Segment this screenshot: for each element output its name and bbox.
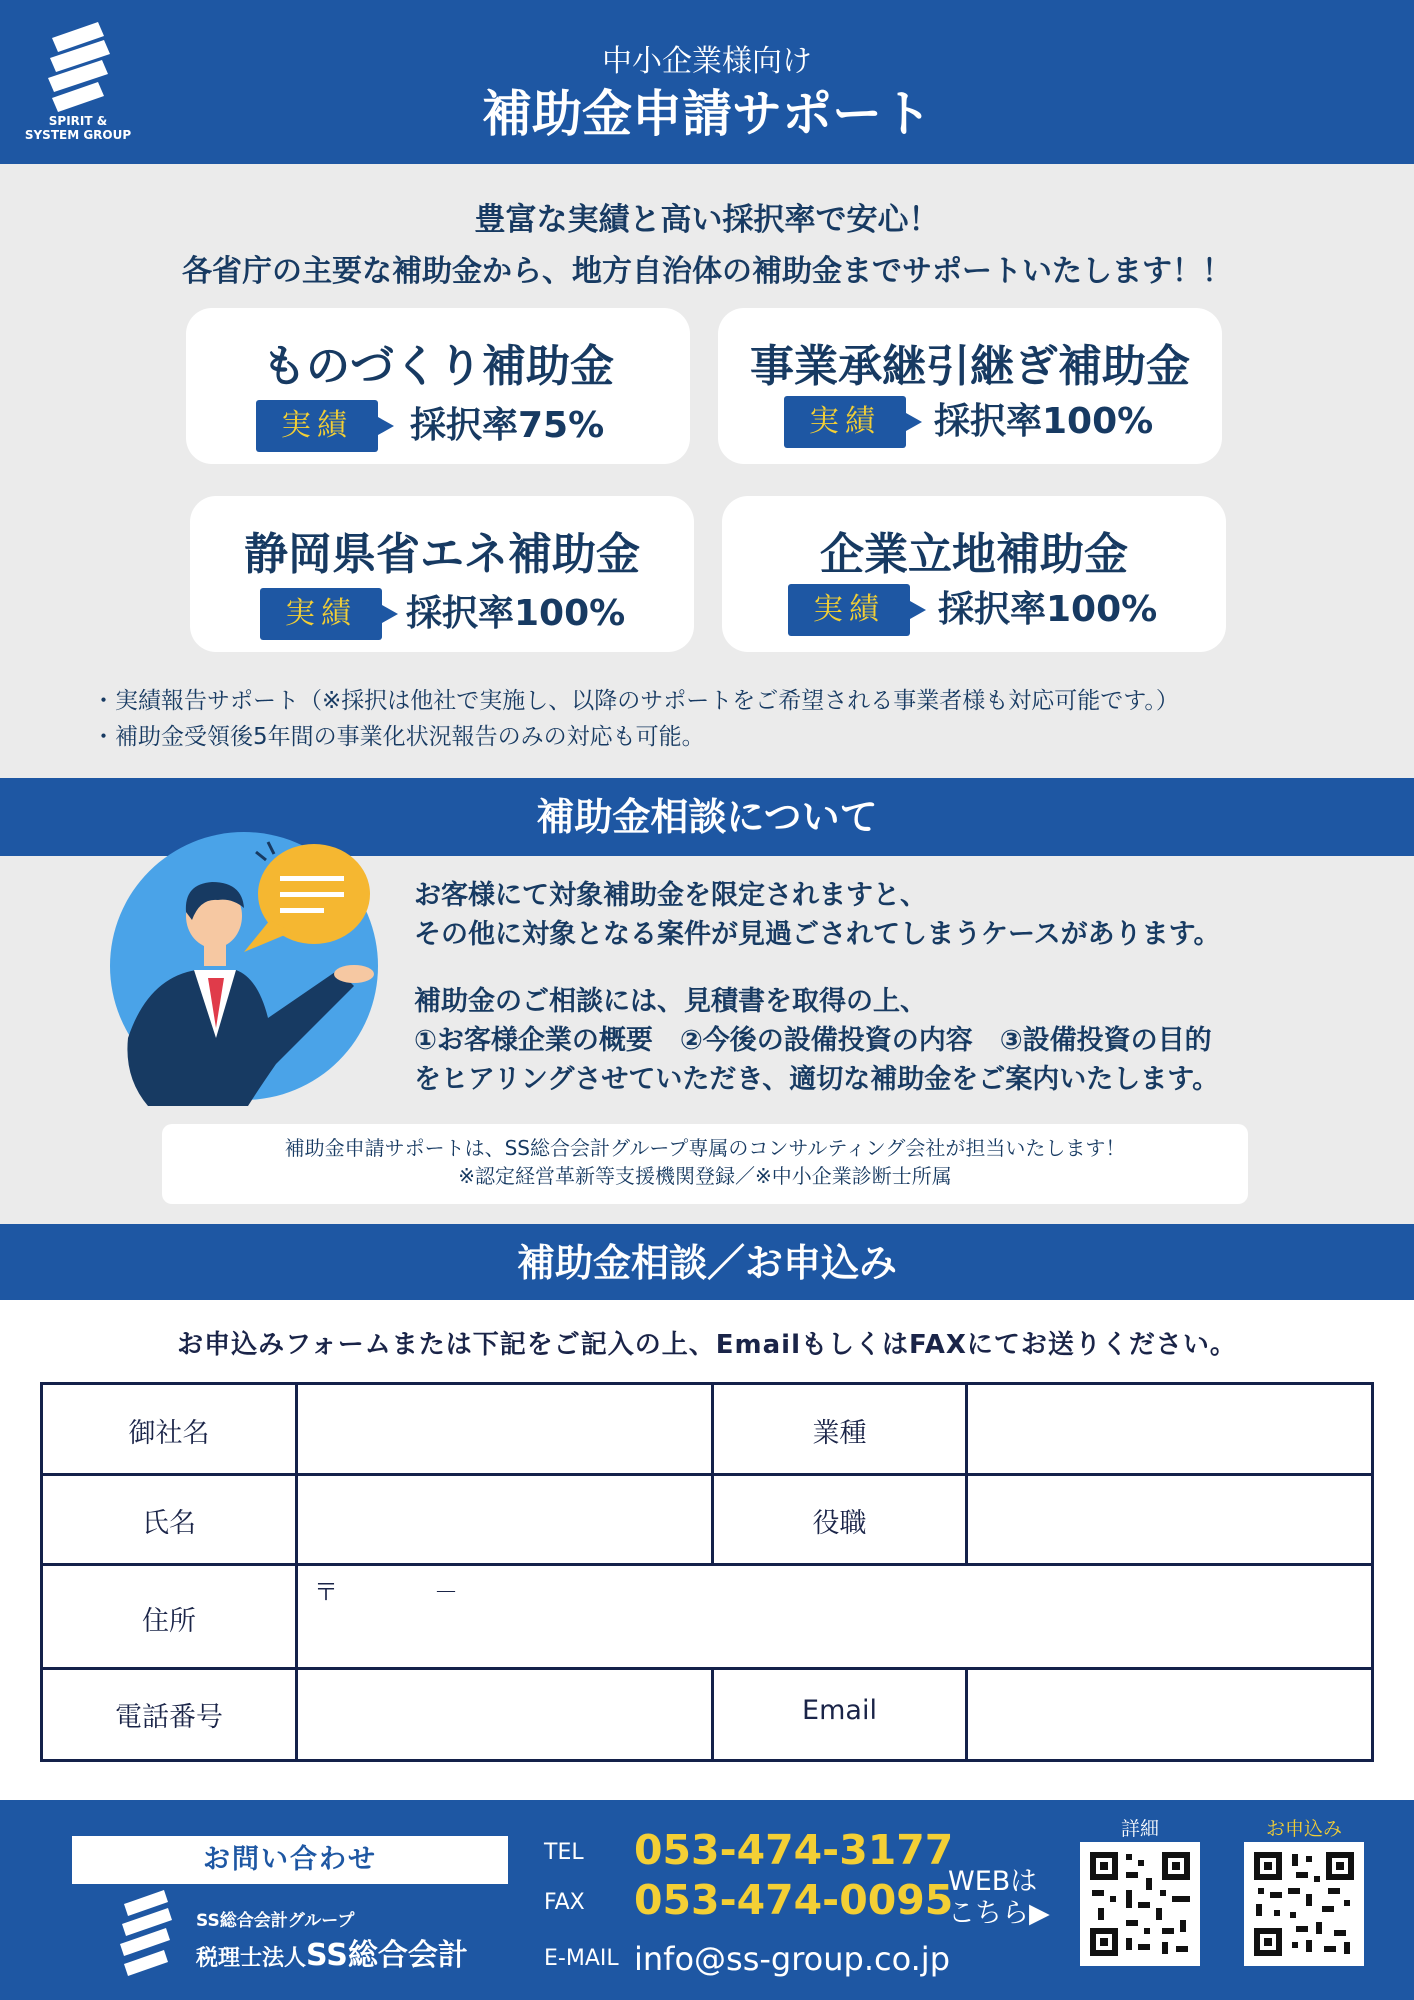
header [0, 0, 1414, 164]
email-address[interactable]: info@ss-group.co.jp [634, 1940, 950, 1978]
intro-line-1: 豊富な実績と高い採択率で安心！ [474, 202, 940, 238]
subsidy-card [722, 496, 1226, 652]
card-rate: 採択率100% [938, 589, 1158, 630]
web-line: こちら▶ [948, 1898, 1050, 1929]
postal-mark: 〒 － [314, 1578, 458, 1606]
paragraph-line: お客様にて対象補助金を限定されますと、 [414, 880, 927, 911]
firm-name-main: SS総合会計 [306, 1938, 468, 1973]
footer-logo-icon [110, 1890, 180, 1982]
email-field[interactable] [968, 1670, 1371, 1759]
industry-field[interactable] [968, 1385, 1371, 1473]
section-heading-consult: 補助金相談について [0, 778, 1414, 856]
consultant-icon [108, 828, 388, 1108]
card-title: 事業承継引継ぎ補助金 [750, 341, 1190, 392]
consult-paragraph-1 [414, 876, 1221, 954]
qr-code-apply[interactable] [1244, 1842, 1364, 1966]
company-field[interactable] [298, 1385, 711, 1473]
page-title: 補助金申請サポート [482, 85, 932, 143]
fax-number: 053-474-0095 [634, 1876, 954, 1924]
card-rate: 採択率100% [934, 401, 1154, 442]
web-line: WEBは [948, 1866, 1038, 1897]
group-name: SS総合会計グループ [196, 1911, 355, 1931]
consult-info-box [162, 1124, 1248, 1204]
paragraph-line: 補助金のご相談には、見積書を取得の上、 [414, 986, 927, 1017]
card-title: ものづくり補助金 [262, 341, 614, 392]
label-email: Email [802, 1695, 877, 1726]
badge-jisseki: 実績 [788, 584, 910, 636]
label-company: 御社名 [128, 1418, 210, 1449]
qr-apply-label: お申込み [1265, 1818, 1342, 1840]
paragraph-line: をヒアリングさせていただき、適切な補助金をご案内いたします。 [414, 1064, 1220, 1095]
qr-detail-label: 詳細 [1120, 1818, 1159, 1840]
paragraph-line: ①お客様企業の概要 ②今後の設備投資の内容 ③設備投資の目的 [414, 1025, 1212, 1056]
subsidy-card [186, 308, 690, 464]
footer [0, 1800, 1414, 2000]
paragraph-line: その他に対象となる案件が見過ごされてしまうケースがあります。 [414, 919, 1221, 950]
application-form-table [40, 1382, 1374, 1762]
firm-name [196, 1930, 468, 1974]
tel-number[interactable]: 053-474-3177 [634, 1826, 954, 1874]
phone-field[interactable] [298, 1670, 711, 1759]
card-title: 静岡県省エネ補助金 [244, 529, 640, 580]
qr-code-icon [1244, 1842, 1364, 1966]
firm-prefix: 税理士法人 [196, 1946, 307, 1971]
intro-line-2: 各省庁の主要な補助金から、地方自治体の補助金までサポートいたします！！ [182, 254, 1232, 289]
info-line: ※認定経営革新等支援機関登録／※中小企業診断士所属 [458, 1164, 952, 1188]
card-rate: 採択率75% [410, 405, 605, 446]
email-label: E-MAIL [544, 1946, 619, 1971]
section-heading-form: 補助金相談／お申込み [0, 1224, 1414, 1302]
tel-label: TEL [544, 1840, 584, 1865]
header-subtitle: 中小企業様向け [602, 44, 812, 79]
label-position: 役職 [812, 1508, 867, 1539]
label-industry: 業種 [812, 1418, 867, 1449]
label-name: 氏名 [142, 1508, 196, 1539]
fax-label: FAX [544, 1890, 585, 1915]
name-field[interactable] [298, 1476, 711, 1563]
badge-jisseki: 実績 [784, 396, 906, 448]
subsidy-card [718, 308, 1222, 464]
consultant-illustration [108, 828, 388, 1108]
form-instruction: お申込みフォームまたは下記をご記入の上、EmailもしくはFAXにてお送りください。 [177, 1330, 1237, 1360]
note-line: ・実績報告サポート（※採択は他社で実施し、以降のサポートをご希望される事業者様も対応可能です。） [92, 688, 1179, 714]
web-link[interactable] [948, 1866, 1050, 1930]
contact-label: お問い合わせ [72, 1836, 508, 1884]
position-field[interactable] [968, 1476, 1371, 1563]
address-field[interactable] [298, 1566, 1371, 1667]
badge-jisseki: 実績 [260, 588, 382, 640]
label-phone: 電話番号 [115, 1702, 223, 1733]
subsidy-card [190, 496, 694, 652]
card-title: 企業立地補助金 [820, 529, 1128, 580]
label-address: 住所 [142, 1606, 196, 1637]
consult-paragraph-2 [414, 982, 1219, 1099]
qr-code-icon [1080, 1842, 1200, 1966]
info-line: 補助金申請サポートは、SS総合会計グループ専属のコンサルティング会社が担当いたします！ [284, 1136, 1126, 1160]
note-line: ・補助金受領後5年間の事業化状況報告のみの対応も可能。 [92, 724, 705, 750]
logo-text: SPIRIT & SYSTEM GROUP [24, 114, 132, 142]
qr-code-detail[interactable] [1080, 1842, 1200, 1966]
badge-jisseki: 実績 [256, 400, 378, 452]
card-rate: 採択率100% [406, 593, 626, 634]
